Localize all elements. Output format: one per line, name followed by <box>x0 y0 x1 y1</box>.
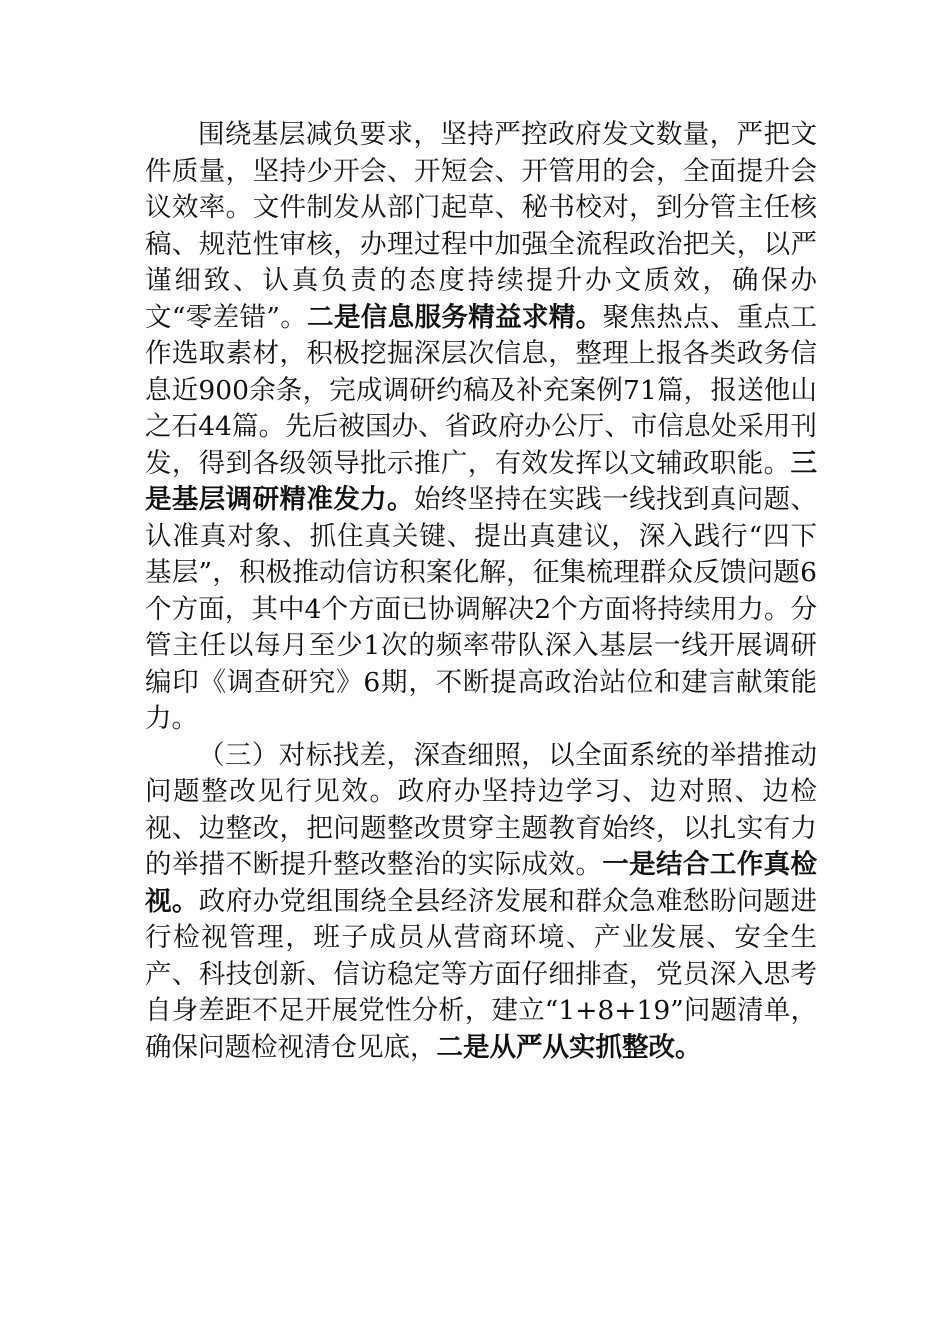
information-services-text: 聚焦热点、重点工作选取素材，积极挖掘深层次信息，整理上报各类政务信息近900余条，完成调研约稿及补充案例71篇，报送他山之石44篇。先后被国办、省政府办公厅、市信息处采用刊发，得到各级领导批示推广，有效发挥以文辅政职能。 <box>145 301 818 479</box>
paragraph-intro-text: 围绕基层减负要求，坚持严控政府发文数量，严把文件质量，坚持少开会、开短会、开管用的会，全面提升会议效率。文件制发从部门起草、秘书校对，到分管主任核稿、规范性审核，办理过程中加强全流程政治把关，以严谨细致、认真负责的态度持续提升办文质效，确保办文“零差错”。 <box>145 119 817 333</box>
bold-heading-inspection: 一是结合工作真检视。 <box>145 849 818 917</box>
paragraph-information-services <box>145 117 817 738</box>
bold-heading-grassroots-research: 三是基层调研精准发力。 <box>145 447 817 515</box>
document-body <box>145 117 817 1066</box>
bold-heading-strict-rectification: 二是从严从实抓整改。 <box>436 1031 702 1063</box>
paragraph-rectification <box>145 738 817 1067</box>
rectification-intro-text: （三）对标找差，深查细照，以全面系统的举措推动问题整改见行见效。政府办坚持边学习、边对照、边检视、边整改，把问题整改贯穿主题教育始终，以扎实有力的举措不断提升整改整治的实际成效。 <box>145 739 817 880</box>
grassroots-research-text: 始终坚持在实践一线找到真问题、认准真对象、抓住真关键、提出真建议，深入践行“四下基层”，积极推动信访积案化解，征集梳理群众反馈问题6个方面，其中4个方面已协调解决2个方面将持续用力。分管主任以每月至少1次的频率带队深入基层一线开展调研编印《调查研究》6期，不断提高政治站位和建言献策能力。 <box>145 484 818 734</box>
inspection-text: 政府办党组围绕全县经济发展和群众急难愁盼问题进行检视管理，班子成员从营商环境、产业发展、安全生产、科技创新、信访稳定等方面仔细排查，党员深入思考自身差距不足开展党性分析，建立“1+8+19”问题清单，确保问题检视清仓见底， <box>145 885 818 1063</box>
bold-heading-information-services: 二是信息服务精益求精。 <box>307 301 603 333</box>
